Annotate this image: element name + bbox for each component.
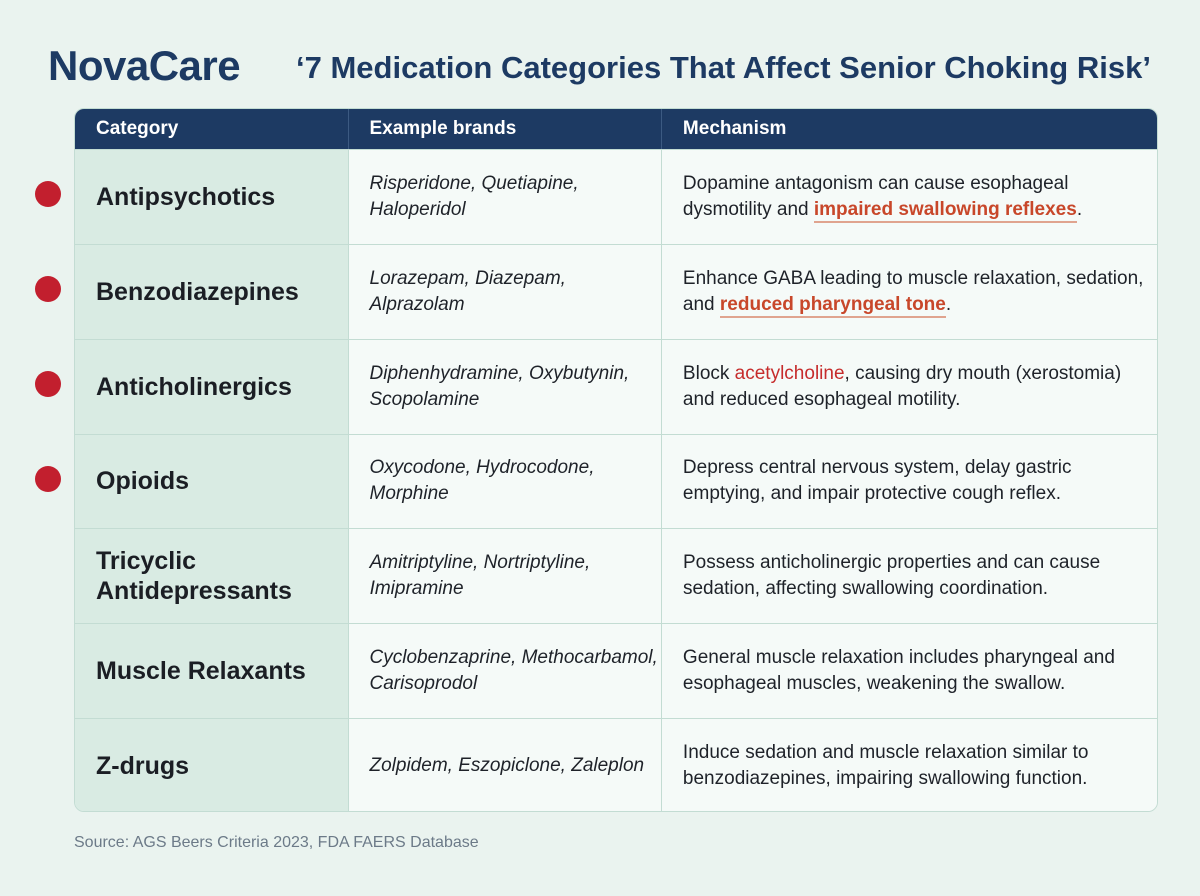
- table-row: [75, 528, 1157, 623]
- risk-flag-dot-icon: [35, 276, 61, 302]
- category-cell: Anticholinergics: [75, 340, 349, 434]
- highlighted-term: acetylcholine: [734, 362, 845, 384]
- column-header-brands: Example brands: [349, 109, 662, 149]
- brands-cell: Amitriptyline, Nortriptyline, Imipramine: [349, 529, 662, 623]
- table-row: [75, 339, 1157, 434]
- category-cell: Tricyclic Antidepressants: [75, 529, 349, 623]
- brands-cell: Oxycodone, Hydrocodone, Morphine: [349, 435, 662, 529]
- table-row: [75, 149, 1157, 244]
- category-cell: Z-drugs: [75, 719, 349, 812]
- highlighted-term: impaired swallowing reflexes: [814, 199, 1077, 223]
- column-header-mechanism: Mechanism: [682, 118, 787, 139]
- brands-cell: Risperidone, Quetiapine, Haloperidol: [349, 150, 662, 244]
- column-header-category: Category: [75, 109, 349, 149]
- table-row: [75, 623, 1157, 718]
- mechanism-cell: Block acetylcholine, causing dry mouth (xerostomia) and reduced esophageal motility.: [662, 340, 1157, 434]
- highlighted-term: reduced pharyngeal tone: [720, 294, 946, 318]
- mechanism-cell: Possess anticholinergic properties and can cause sedation, affecting swallowing coordination.: [662, 529, 1157, 623]
- category-cell: Antipsychotics: [75, 150, 349, 244]
- mechanism-cell: Enhance GABA leading to muscle relaxation, sedation, and reduced pharyngeal tone.: [662, 245, 1157, 339]
- brands-cell: Diphenhydramine, Oxybutynin, Scopolamine: [349, 340, 662, 434]
- table-row: [75, 434, 1157, 529]
- category-cell: Benzodiazepines: [75, 245, 349, 339]
- risk-flag-dot-icon: [35, 466, 61, 492]
- mechanism-cell: Depress central nervous system, delay gastric emptying, and impair protective cough reflex.: [662, 435, 1157, 529]
- medication-table: [74, 108, 1158, 812]
- risk-flag-dot-icon: [35, 181, 61, 207]
- table-row: [75, 718, 1157, 812]
- category-cell: Muscle Relaxants: [75, 624, 349, 718]
- brand-logo-text: NovaCare: [48, 42, 241, 89]
- risk-flag-dot-icon: [35, 371, 61, 397]
- source-citation: Source: AGS Beers Criteria 2023, FDA FAERS Database: [74, 834, 479, 851]
- mechanism-cell: Induce sedation and muscle relaxation similar to benzodiazepines, impairing swallowing function.: [662, 719, 1157, 812]
- page-title: ‘7 Medication Categories That Affect Senior Choking Risk’: [296, 50, 1151, 85]
- brands-cell: Zolpidem, Eszopiclone, Zaleplon: [349, 719, 662, 812]
- brands-cell: Cyclobenzaprine, Methocarbamol, Carisoprodol: [349, 624, 662, 718]
- brands-cell: Lorazepam, Diazepam, Alprazolam: [349, 245, 662, 339]
- mechanism-cell: General muscle relaxation includes pharyngeal and esophageal muscles, weakening the swallow.: [662, 624, 1157, 718]
- table-header: [75, 109, 1157, 149]
- table-row: [75, 244, 1157, 339]
- mechanism-cell: Dopamine antagonism can cause esophageal dysmotility and impaired swallowing reflexes.: [662, 150, 1157, 244]
- category-cell: Opioids: [75, 435, 349, 529]
